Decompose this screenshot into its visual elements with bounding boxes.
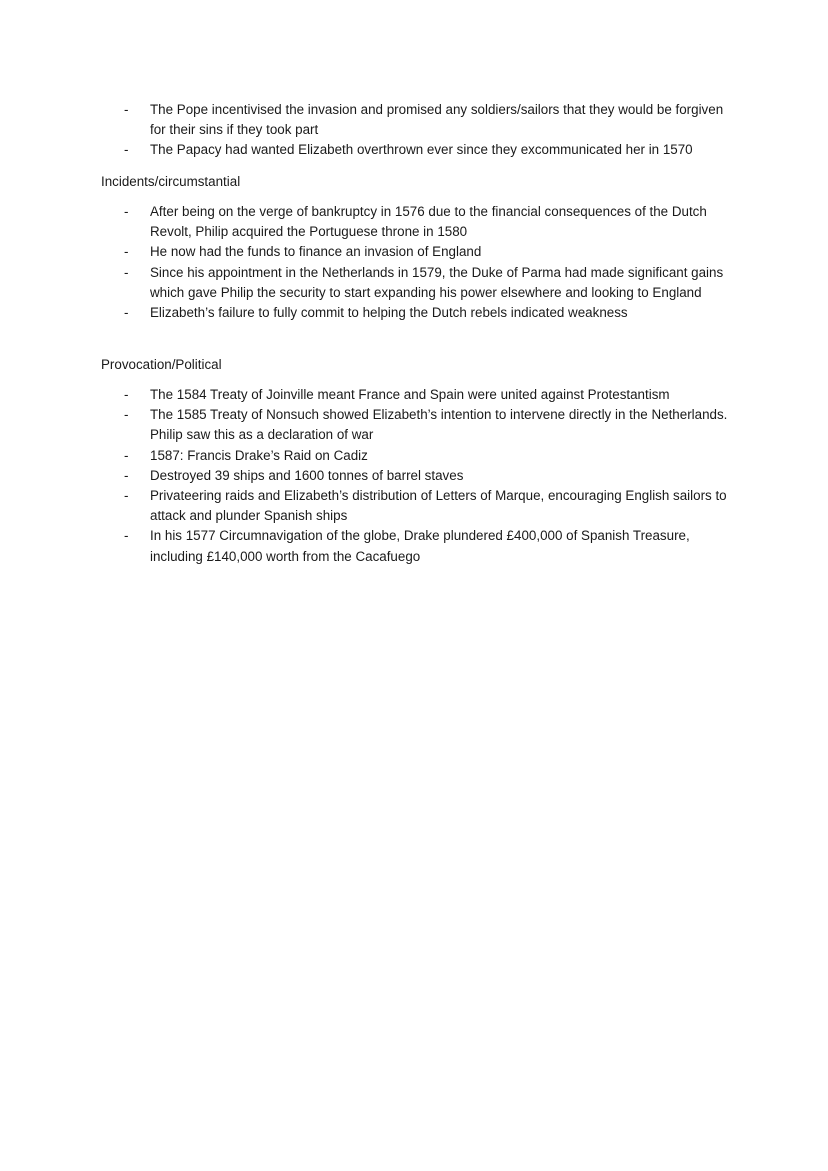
list-item xyxy=(0,100,828,140)
list-item xyxy=(0,385,828,405)
list-item-text: In his 1577 Circumnavigation of the globe, Drake plundered £400,000 of Spanish Treasure, including £140,000 worth from the Cacafuego xyxy=(150,528,690,564)
list-item-text: Elizabeth’s failure to fully commit to helping the Dutch rebels indicated weakness xyxy=(150,305,628,321)
list-item xyxy=(0,202,828,242)
list-item-text: Destroyed 39 ships and 1600 tonnes of barrel staves xyxy=(150,467,464,483)
list-item-text: 1587: Francis Drake’s Raid on Cadiz xyxy=(150,447,368,463)
list-item xyxy=(0,242,828,262)
bullet-list-papacy xyxy=(0,100,828,161)
bullet-list-provocation xyxy=(0,385,828,567)
list-item xyxy=(0,303,828,323)
list-item-text: The 1585 Treaty of Nonsuch showed Elizabeth’s intention to intervene directly in the Netherlands. Philip saw this as a declaration of war xyxy=(150,407,728,443)
list-item xyxy=(0,526,828,566)
list-item xyxy=(0,446,828,466)
bullet-dash: - xyxy=(124,528,129,544)
section-heading-incidents: Incidents/circumstantial xyxy=(101,174,241,189)
bullet-dash: - xyxy=(124,387,129,402)
bullet-dash: - xyxy=(124,488,129,504)
list-item-text: Since his appointment in the Netherlands in 1579, the Duke of Parma had made significant gains which gave Philip the security to start expanding his power elsewhere and looking to England xyxy=(150,264,724,300)
bullet-dash: - xyxy=(124,407,129,423)
list-item-text: The Papacy had wanted Elizabeth overthrown ever since they excommunicated her in 1570 xyxy=(150,142,693,158)
list-item xyxy=(0,405,828,445)
list-item-text: After being on the verge of bankruptcy in 1576 due to the financial consequences of the Dutch Revolt, Philip acquired the Portuguese throne in 1580 xyxy=(150,204,707,240)
bullet-dash: - xyxy=(124,244,129,260)
list-item xyxy=(0,140,828,160)
section-heading-provocation: Provocation/Political xyxy=(101,357,222,372)
list-item-text: The 1584 Treaty of Joinville meant France and Spain were united against Protestantism xyxy=(150,387,670,402)
list-item xyxy=(0,263,828,303)
bullet-dash: - xyxy=(124,305,129,321)
bullet-dash: - xyxy=(124,264,129,280)
list-item xyxy=(0,486,828,526)
bullet-list-incidents xyxy=(0,202,828,323)
bullet-dash: - xyxy=(124,447,129,463)
list-item xyxy=(0,466,828,486)
list-item-text: Privateering raids and Elizabeth’s distribution of Letters of Marque, encouraging English sailors to attack and plunder Spanish ships xyxy=(150,488,727,524)
bullet-dash: - xyxy=(124,204,129,219)
bullet-dash: - xyxy=(124,142,129,158)
bullet-dash: - xyxy=(124,467,129,483)
list-item-text: He now had the funds to finance an invasion of England xyxy=(150,244,482,260)
bullet-dash: - xyxy=(124,102,129,117)
list-item-text: The Pope incentivised the invasion and promised any soldiers/sailors that they would be forgiven for their sins if they took part xyxy=(150,102,724,138)
